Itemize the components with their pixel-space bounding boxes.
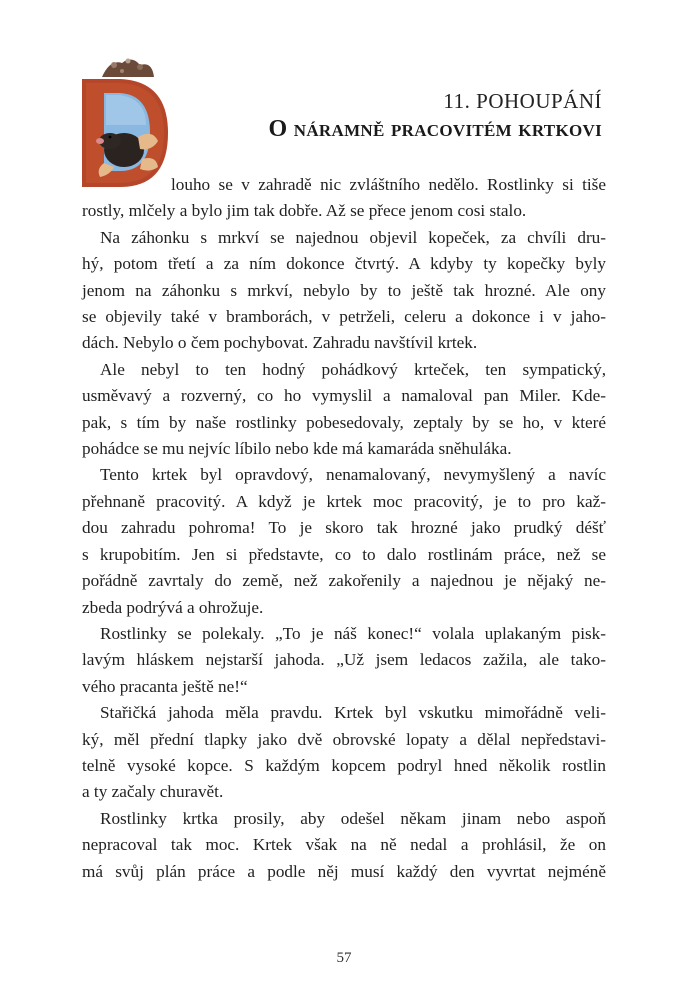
text-line: Tento krtek byl opravdový, nenamalovaný, nevymyšlený a navíc — [100, 465, 606, 485]
chapter-heading — [269, 88, 602, 144]
paragraph — [82, 357, 606, 463]
text-line: pohádce se mu nejvíc líbilo nebo kde má kamaráda sněhuláka. — [82, 439, 512, 459]
text-line: Ale nebyl to ten hodný pohádkový krteček, ten sympatický, — [100, 359, 606, 379]
text-line: pak, s tím by naše rostlinky pobesedovaly, zeptaly by se ho, v které — [82, 412, 606, 432]
text-line: Stařičká jahoda měla pravdu. Krtek byl vskutku mimořádně veli- — [100, 703, 606, 723]
text-line: lavým hláskem nejstarší jahoda. „Už jsem ledacos zažila, ale tako- — [82, 650, 606, 670]
paragraph — [82, 621, 606, 700]
text-line: ký, měl přední tlapky jako dvě obrovské lopaty a dělal nepředstavi- — [82, 729, 606, 749]
text-line: rostly, mlčely a bylo jim tak dobře. Až se přece jenom cosi stalo. — [82, 201, 527, 221]
text-line: Rostlinky krtka prosily, aby odešel někam jinam nebo aspoň — [100, 808, 606, 828]
text-line: zbeda podrývá a ohrožuje. — [82, 597, 264, 617]
text-line: přehnaně pracovitý. A když je krtek moc pracovitý, je to pro kaž- — [82, 491, 606, 511]
text-line: dou zahradu pohroma! To je skoro tak hrozné jako prudký déšť — [82, 518, 606, 538]
text-line: Rostlinky se polekaly. „To je náš konec!“ volala uplakaným pisk- — [100, 623, 606, 643]
text-line: louho se v zahradě nic zvláštního nedělo. Rostlinky si tiše — [171, 175, 606, 194]
text-line: dách. Nebylo o čem pochybovat. Zahradu navštívil krtek. — [82, 333, 478, 353]
text-line: jenom na záhonku s mrkví, nebylo by to ještě tak hrozné. Ale ony — [82, 280, 606, 300]
paragraph — [82, 225, 606, 357]
text-line: telně vysoké kopce. S každým kopcem podryl hned několik rostlin — [82, 755, 606, 775]
text-line: Na záhonku s mrkví se najednou objevil kopeček, za chvíli dru- — [100, 227, 606, 247]
paragraph — [82, 462, 606, 620]
text-line: vého pracanta ještě ne!“ — [82, 676, 248, 696]
text-line: má svůj plán práce a podle něj musí každý den vyvrtat nejméně — [82, 861, 606, 881]
paragraph — [82, 806, 606, 885]
text-line: s krupobitím. Jen si představte, co to dalo rostlinám práce, než se — [82, 544, 606, 564]
text-line: se objevily také v bramborách, v petrželi, celeru a dokonce i v jaho- — [82, 307, 606, 327]
paragraph — [82, 172, 606, 225]
text-line: usměvavý a rozverný, co ho vymyslil a namaloval pan Miler. Kde- — [82, 386, 606, 406]
text-line: pořádně zavrtaly do země, než zakořenily a najednou je nějaký ne- — [82, 571, 606, 591]
text-line: hý, potom třetí a za ním dokonce čtvrtý. A kdyby ty kopečky byly — [82, 254, 606, 274]
page-number: 57 — [336, 950, 352, 966]
mole-drop-cap-illustration — [80, 55, 170, 190]
text-line: nepracoval tak moc. Krtek však na ně nedal a prohlásil, že on — [82, 835, 606, 855]
paragraph — [82, 700, 606, 806]
chapter-number-title: 11. POHOUPÁNÍ — [443, 89, 602, 113]
story-text — [82, 172, 606, 885]
text-line: a ty začaly churavět. — [82, 782, 224, 802]
chapter-title: O náramně pracovitém krtkovi — [268, 116, 602, 142]
